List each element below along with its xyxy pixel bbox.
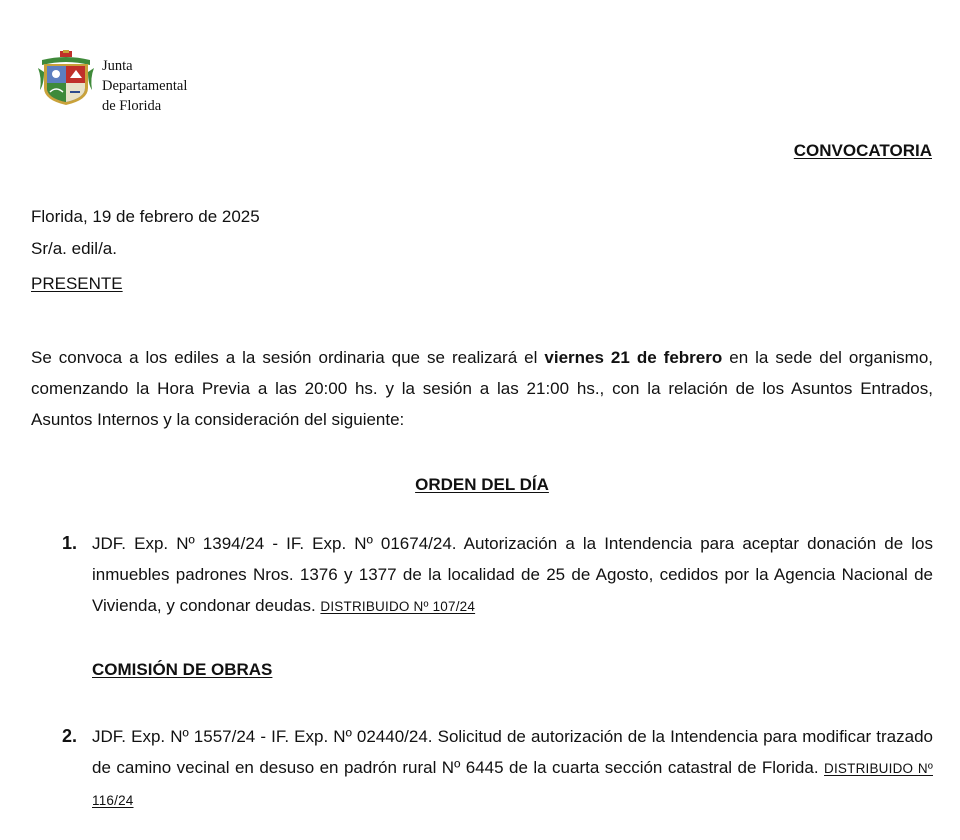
agenda-item (62, 721, 933, 816)
agenda-item-text (92, 528, 933, 622)
org-name-line-3: de Florida (102, 98, 162, 114)
intro-text-start: Se convoca a los ediles a la sesión ordinaria que se realizará el (31, 348, 545, 367)
agenda-item-description: JDF. Exp. Nº 1394/24 - IF. Exp. Nº 01674/24. Autorización a la Intendencia para aceptar donación de los inmuebles padrones Nros. 1376 y 1377 de la localidad de 25 de Agosto, cedidos por la Agencia Nacional de Vivienda, y condonar deudas. (92, 534, 933, 615)
intro-paragraph (31, 342, 933, 435)
orden-del-dia-heading: ORDEN DEL DÍA (415, 475, 549, 494)
agenda-item-number: 1. (62, 533, 78, 553)
recipient-line: Sr/a. edil/a. (31, 239, 117, 258)
agenda-item-number: 2. (62, 726, 78, 746)
distribuido-reference: DISTRIBUIDO Nº 107/24 (320, 599, 476, 614)
session-date: viernes 21 de febrero (544, 348, 723, 367)
comision-heading: COMISIÓN DE OBRAS (92, 660, 273, 679)
intro-text-end: en la sede del organismo, comenzando la Hora Previa a las 20:00 hs. y la sesión a las 21:00 hs., con la relación de los Asuntos Entrados, Asuntos Internos y la consideración del siguiente: (31, 348, 934, 429)
organization-name (102, 56, 187, 116)
org-name-line-1: Junta (102, 58, 133, 74)
org-name-line-2: Departamental (102, 78, 188, 94)
distribuido-reference: DISTRIBUIDO Nº 116/24 (92, 761, 933, 808)
agenda-item-text (92, 721, 933, 816)
agenda-item-description: JDF. Exp. Nº 1557/24 - IF. Exp. Nº 02440/24. Solicitud de autorización de la Intendencia para modificar trazado de camino vecinal en desuso en padrón rural Nº 6445 de la cuarta sección catastral de Florida. (92, 727, 933, 777)
presente-heading: PRESENTE (31, 274, 123, 293)
coat-of-arms-icon (36, 50, 96, 108)
date-line: Florida, 19 de febrero de 2025 (31, 207, 260, 226)
letterhead (36, 48, 187, 116)
document-title: CONVOCATORIA (793, 141, 932, 160)
agenda-item (62, 528, 933, 622)
